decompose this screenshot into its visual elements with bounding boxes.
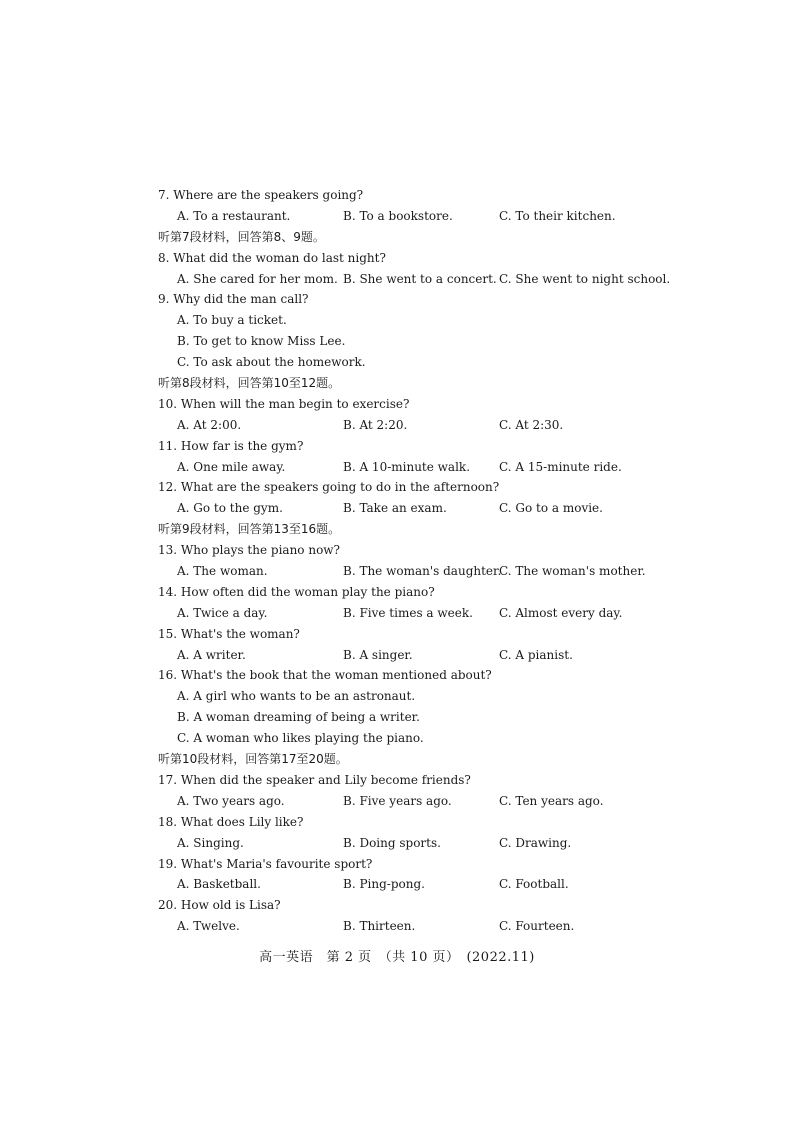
- answer-option: A. Twice a day.: [177, 605, 268, 620]
- listening-instruction: 听第9段材料，回答第13至16题。: [158, 522, 341, 537]
- answer-option: B. To a bookstore.: [343, 208, 453, 223]
- answer-option: C. A woman who likes playing the piano.: [177, 731, 424, 746]
- question-text: 19. What's Maria's favourite sport?: [158, 856, 373, 871]
- question-text: 7. Where are the speakers going?: [158, 188, 364, 202]
- answer-option: B. The woman's daughter.: [343, 564, 502, 579]
- listening-instruction: 听第8段材料，回答第10至12题。: [158, 376, 341, 391]
- answer-option: B. Thirteen.: [343, 919, 416, 934]
- question-text: 20. How old is Lisa?: [158, 898, 281, 913]
- answer-option: A. Go to the gym.: [177, 501, 283, 516]
- answer-option: B. A woman dreaming of being a writer.: [177, 710, 420, 725]
- answer-option: A. A girl who wants to be an astronaut.: [177, 689, 416, 704]
- answer-option: B. To get to know Miss Lee.: [177, 334, 346, 349]
- answer-options-row: [158, 457, 718, 478]
- answer-option: C. A pianist.: [499, 647, 573, 662]
- answer-options-row: [158, 269, 718, 290]
- answer-option: B. A 10-minute walk.: [343, 459, 471, 474]
- answer-option: C. Football.: [499, 877, 569, 892]
- answer-option: A. One mile away.: [177, 459, 286, 474]
- answer-options-row: [158, 833, 718, 854]
- question-text: 13. Who plays the piano now?: [158, 543, 340, 558]
- answer-option: A. The woman.: [177, 564, 268, 579]
- question-text: 15. What's the woman?: [158, 626, 300, 641]
- answer-option: A. Basketball.: [177, 877, 261, 892]
- answer-options-row: [158, 498, 718, 519]
- answer-option: A. Singing.: [177, 835, 244, 850]
- answer-option: C. She went to night school.: [499, 271, 671, 286]
- answer-option: C. Go to a movie.: [499, 501, 603, 516]
- answer-option: A. A writer.: [177, 647, 246, 662]
- answer-options-row: [158, 791, 718, 812]
- answer-option: C. At 2:30.: [499, 417, 564, 432]
- question-text: 14. How often did the woman play the piano?: [158, 584, 435, 599]
- answer-option: C. Almost every day.: [499, 605, 623, 620]
- answer-option: B. At 2:20.: [343, 417, 408, 432]
- answer-option: C. The woman's mother.: [499, 564, 646, 579]
- answer-option: B. Ping-pong.: [343, 877, 425, 892]
- question-text: 12. What are the speakers going to do in the afternoon?: [158, 480, 500, 495]
- answer-options-row: [158, 206, 718, 227]
- answer-options-row: [158, 916, 718, 937]
- listening-instruction: 听第10段材料，回答第17至20题。: [158, 752, 348, 767]
- answer-options-row: [158, 645, 718, 666]
- question-text: 18. What does Lily like?: [158, 814, 304, 829]
- answer-option: A. She cared for her mom.: [177, 271, 338, 286]
- answer-option: A. Two years ago.: [177, 793, 285, 808]
- answer-option: B. A singer.: [343, 647, 413, 662]
- answer-option: C. Drawing.: [499, 835, 572, 850]
- answer-option: C. A 15-minute ride.: [499, 459, 622, 474]
- answer-option: C. To their kitchen.: [499, 208, 616, 223]
- listening-instruction: 听第7段材料，回答第8、9题。: [158, 229, 325, 244]
- question-text: 9. Why did the man call?: [158, 292, 309, 307]
- answer-option: A. Twelve.: [177, 919, 240, 934]
- answer-option: A. At 2:00.: [177, 417, 242, 432]
- answer-options-row: [158, 603, 718, 624]
- answer-option: A. To a restaurant.: [177, 208, 291, 223]
- question-text: 16. What's the book that the woman mentioned about?: [158, 668, 492, 683]
- question-text: 17. When did the speaker and Lily become friends?: [158, 772, 471, 787]
- question-text: 8. What did the woman do last night?: [158, 250, 386, 265]
- answer-option: B. Five years ago.: [343, 793, 452, 808]
- answer-option: A. To buy a ticket.: [177, 313, 287, 328]
- answer-option: B. Doing sports.: [343, 835, 441, 850]
- answer-options-row: [158, 415, 718, 436]
- answer-options-row: [158, 874, 718, 895]
- answer-option: B. She went to a concert.: [343, 271, 497, 286]
- question-text: 10. When will the man begin to exercise?: [158, 396, 410, 411]
- answer-option: C. Fourteen.: [499, 919, 575, 934]
- question-list: [158, 185, 718, 937]
- page-footer: 高一英语 第 2 页 （共 10 页） (2022.11): [259, 950, 535, 965]
- answer-options-row: [158, 561, 718, 582]
- answer-option: B. Take an exam.: [343, 501, 447, 516]
- answer-option: C. Ten years ago.: [499, 793, 604, 808]
- answer-option: C. To ask about the homework.: [177, 355, 366, 370]
- question-text: 11. How far is the gym?: [158, 438, 304, 453]
- answer-option: B. Five times a week.: [343, 605, 473, 620]
